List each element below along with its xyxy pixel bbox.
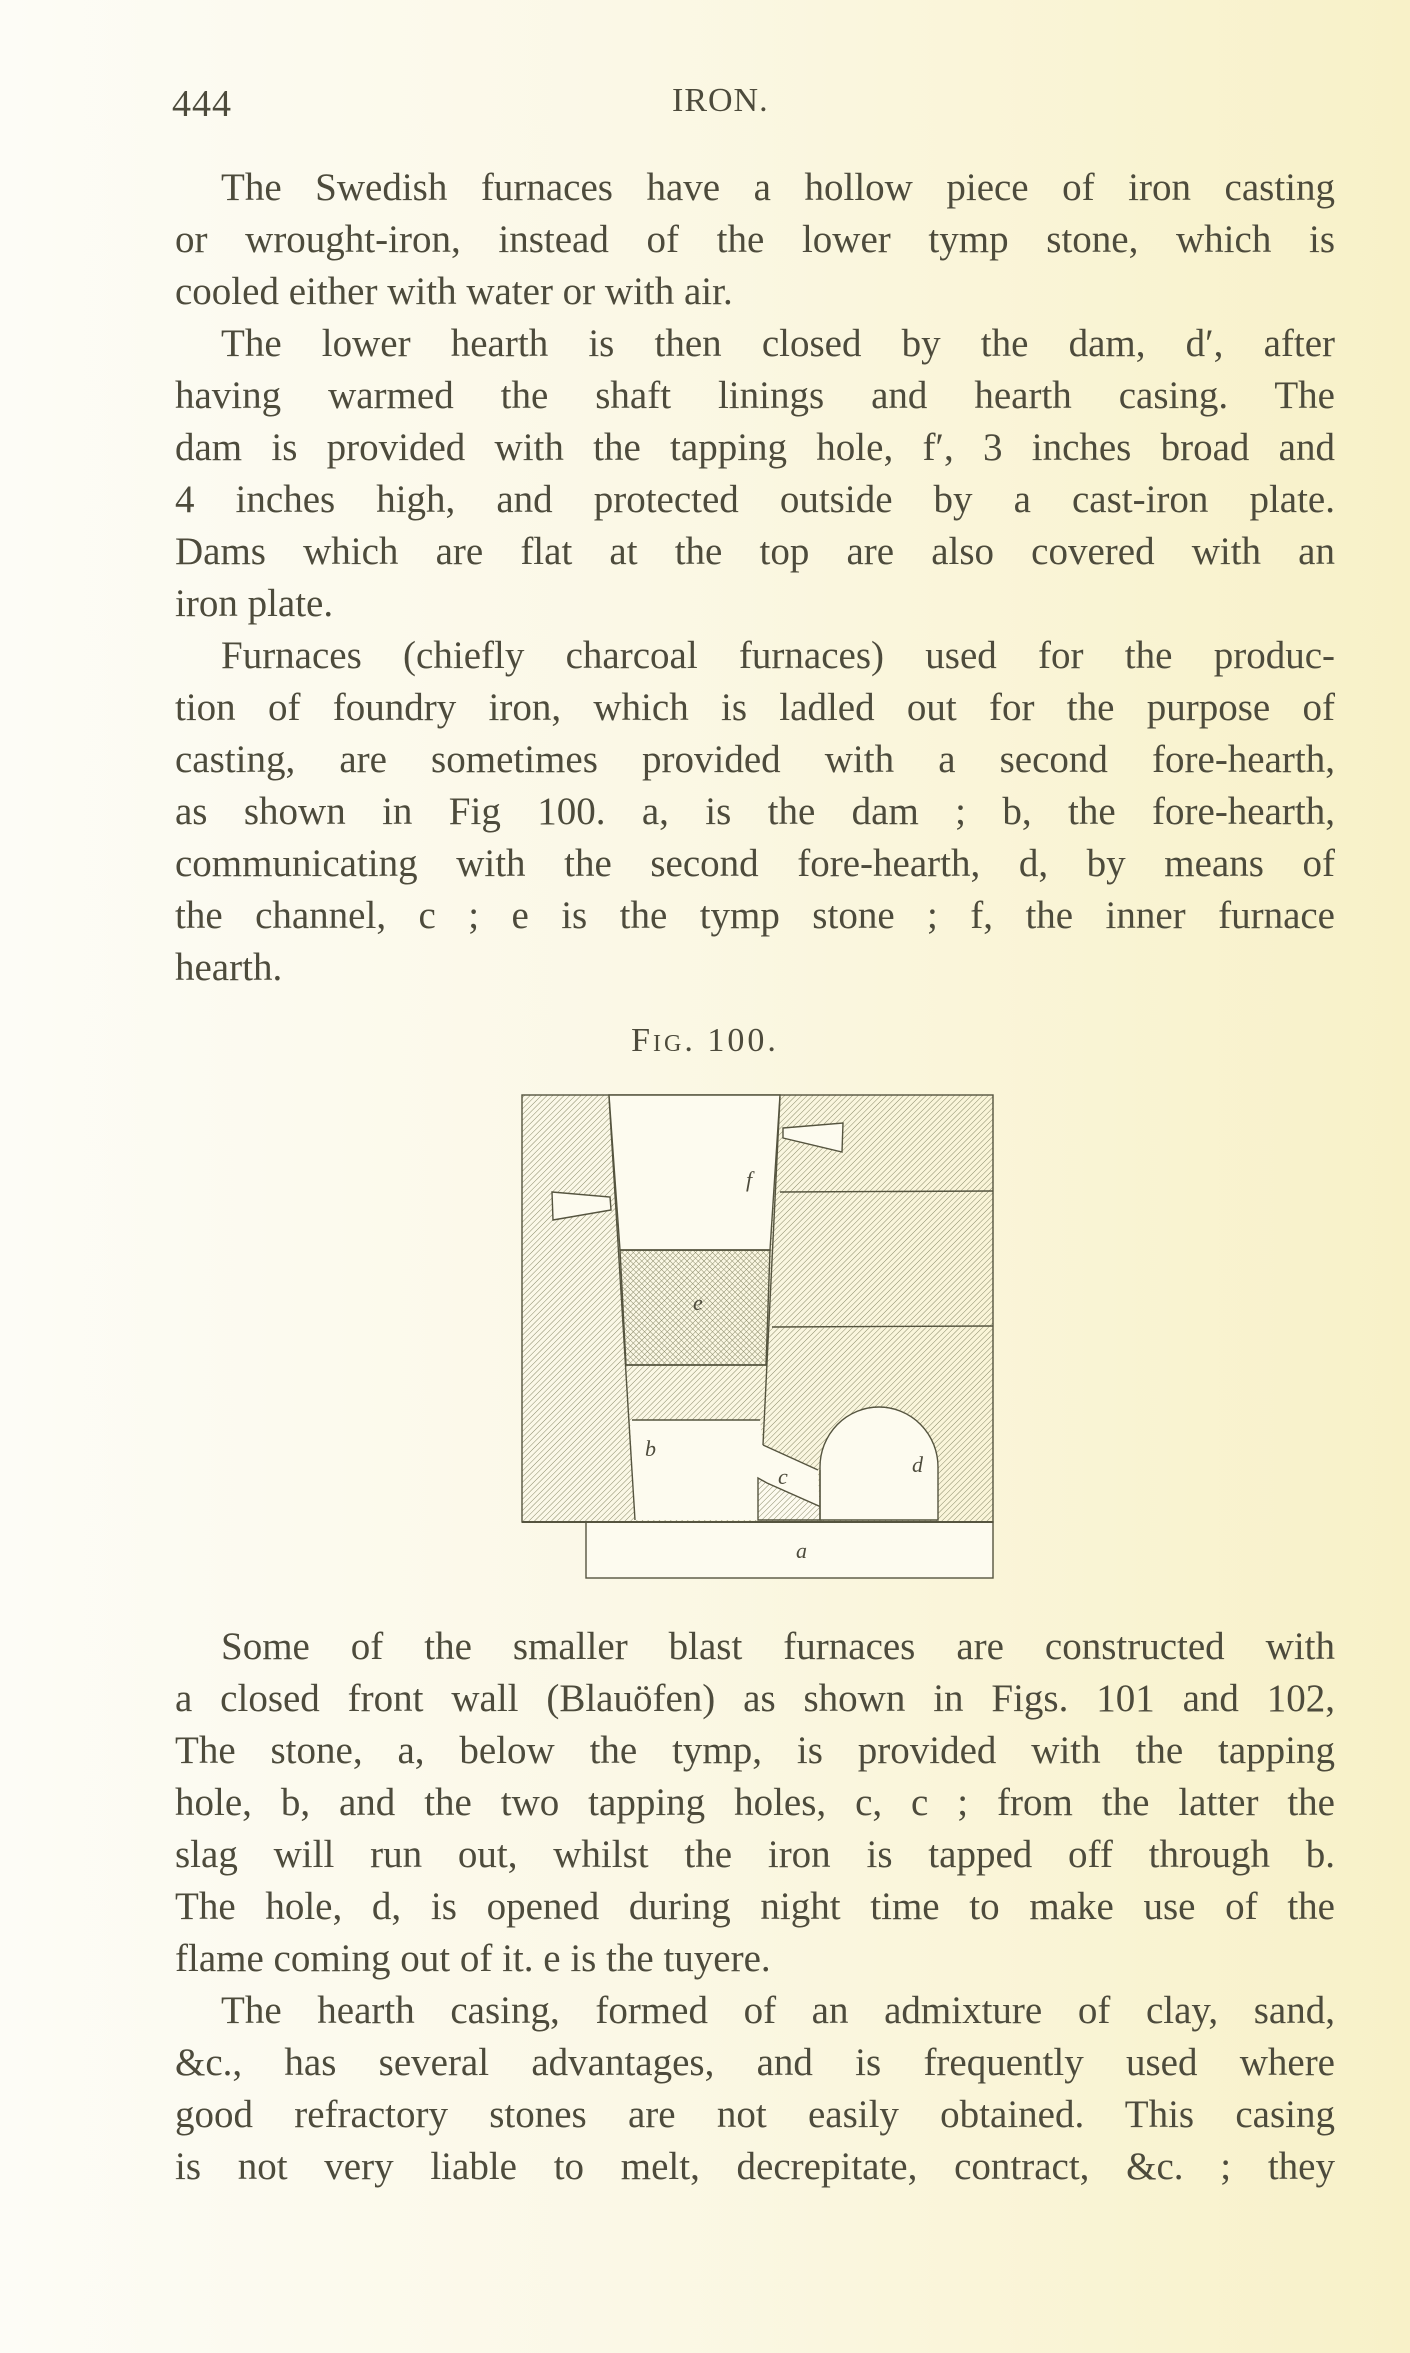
text-line: Furnaces (chiefly charcoal furnaces) used for the produc- [221,634,1335,677]
text-line: dam is provided with the tapping hole, f′, 3 inches broad and [175,426,1335,469]
text-line: The stone, a, below the tymp, is provided with the tapping [175,1729,1335,1772]
paragraph [175,630,1335,994]
label-b: b [645,1436,656,1461]
paragraph [175,1985,1335,2193]
label-a: a [796,1538,807,1563]
text-line: a closed front wall (Blauöfen) as shown in Figs. 101 and 102, [175,1677,1335,1720]
text-line: hole, b, and the two tapping holes, c, c ; from the latter the [175,1781,1335,1824]
text-line: Dams which are flat at the top are also covered with an [175,530,1335,573]
text-line: hearth. [175,946,283,989]
label-e: e [693,1290,703,1315]
text-line: The hole, d, is opened during night time to make use of the [175,1885,1335,1928]
text-line: the channel, c ; e is the tymp stone ; f, the inner furnace [175,894,1335,937]
text-block-lower [175,1621,1335,2193]
furnace-hearth-diagram [500,1080,1020,1600]
text-line: slag will run out, whilst the iron is tapped off through b. [175,1833,1335,1876]
text-line: Some of the smaller blast furnaces are constructed with [221,1625,1335,1668]
text-line: flame coming out of it. e is the tuyere. [175,1937,771,1980]
text-line: cooled either with water or with air. [175,270,733,313]
dam [586,1522,993,1578]
text-line: iron plate. [175,582,334,625]
label-c: c [778,1464,788,1489]
text-line: The lower hearth is then closed by the dam, d′, after [221,322,1335,365]
text-line: communicating with the second fore-hearth, d, by means of [175,842,1335,885]
paragraph [175,162,1335,318]
text-line: having warmed the shaft linings and hearth casing. The [175,374,1335,417]
text-line: 4 inches high, and protected outside by a cast-iron plate. [175,478,1335,521]
text-line: The Swedish furnaces have a hollow piece of iron casting [221,166,1335,209]
text-line: &c., has several advantages, and is frequently used where [175,2041,1335,2084]
running-title: IRON. [672,82,769,119]
text-line: The hearth casing, formed of an admixture of clay, sand, [221,1989,1335,2032]
figure-caption: Fig. 100. [631,1022,779,1059]
text-line: casting, are sometimes provided with a second fore-hearth, [175,738,1335,781]
page-number: 444 [172,83,232,125]
text-line: good refractory stones are not easily obtained. This casing [175,2093,1335,2136]
text-line: or wrought-iron, instead of the lower tymp stone, which is [175,218,1335,261]
text-line: as shown in Fig 100. a, is the dam ; b, the fore-hearth, [175,790,1335,833]
label-d: d [912,1452,923,1477]
label-f: f [746,1167,753,1192]
paragraph [175,1621,1335,1985]
text-line: is not very liable to melt, decrepitate, contract, &c. ; they [175,2145,1335,2188]
paragraph [175,318,1335,630]
text-line: tion of foundry iron, which is ladled out for the purpose of [175,686,1335,729]
inner-hearth [609,1095,780,1250]
text-block-upper [175,162,1335,994]
